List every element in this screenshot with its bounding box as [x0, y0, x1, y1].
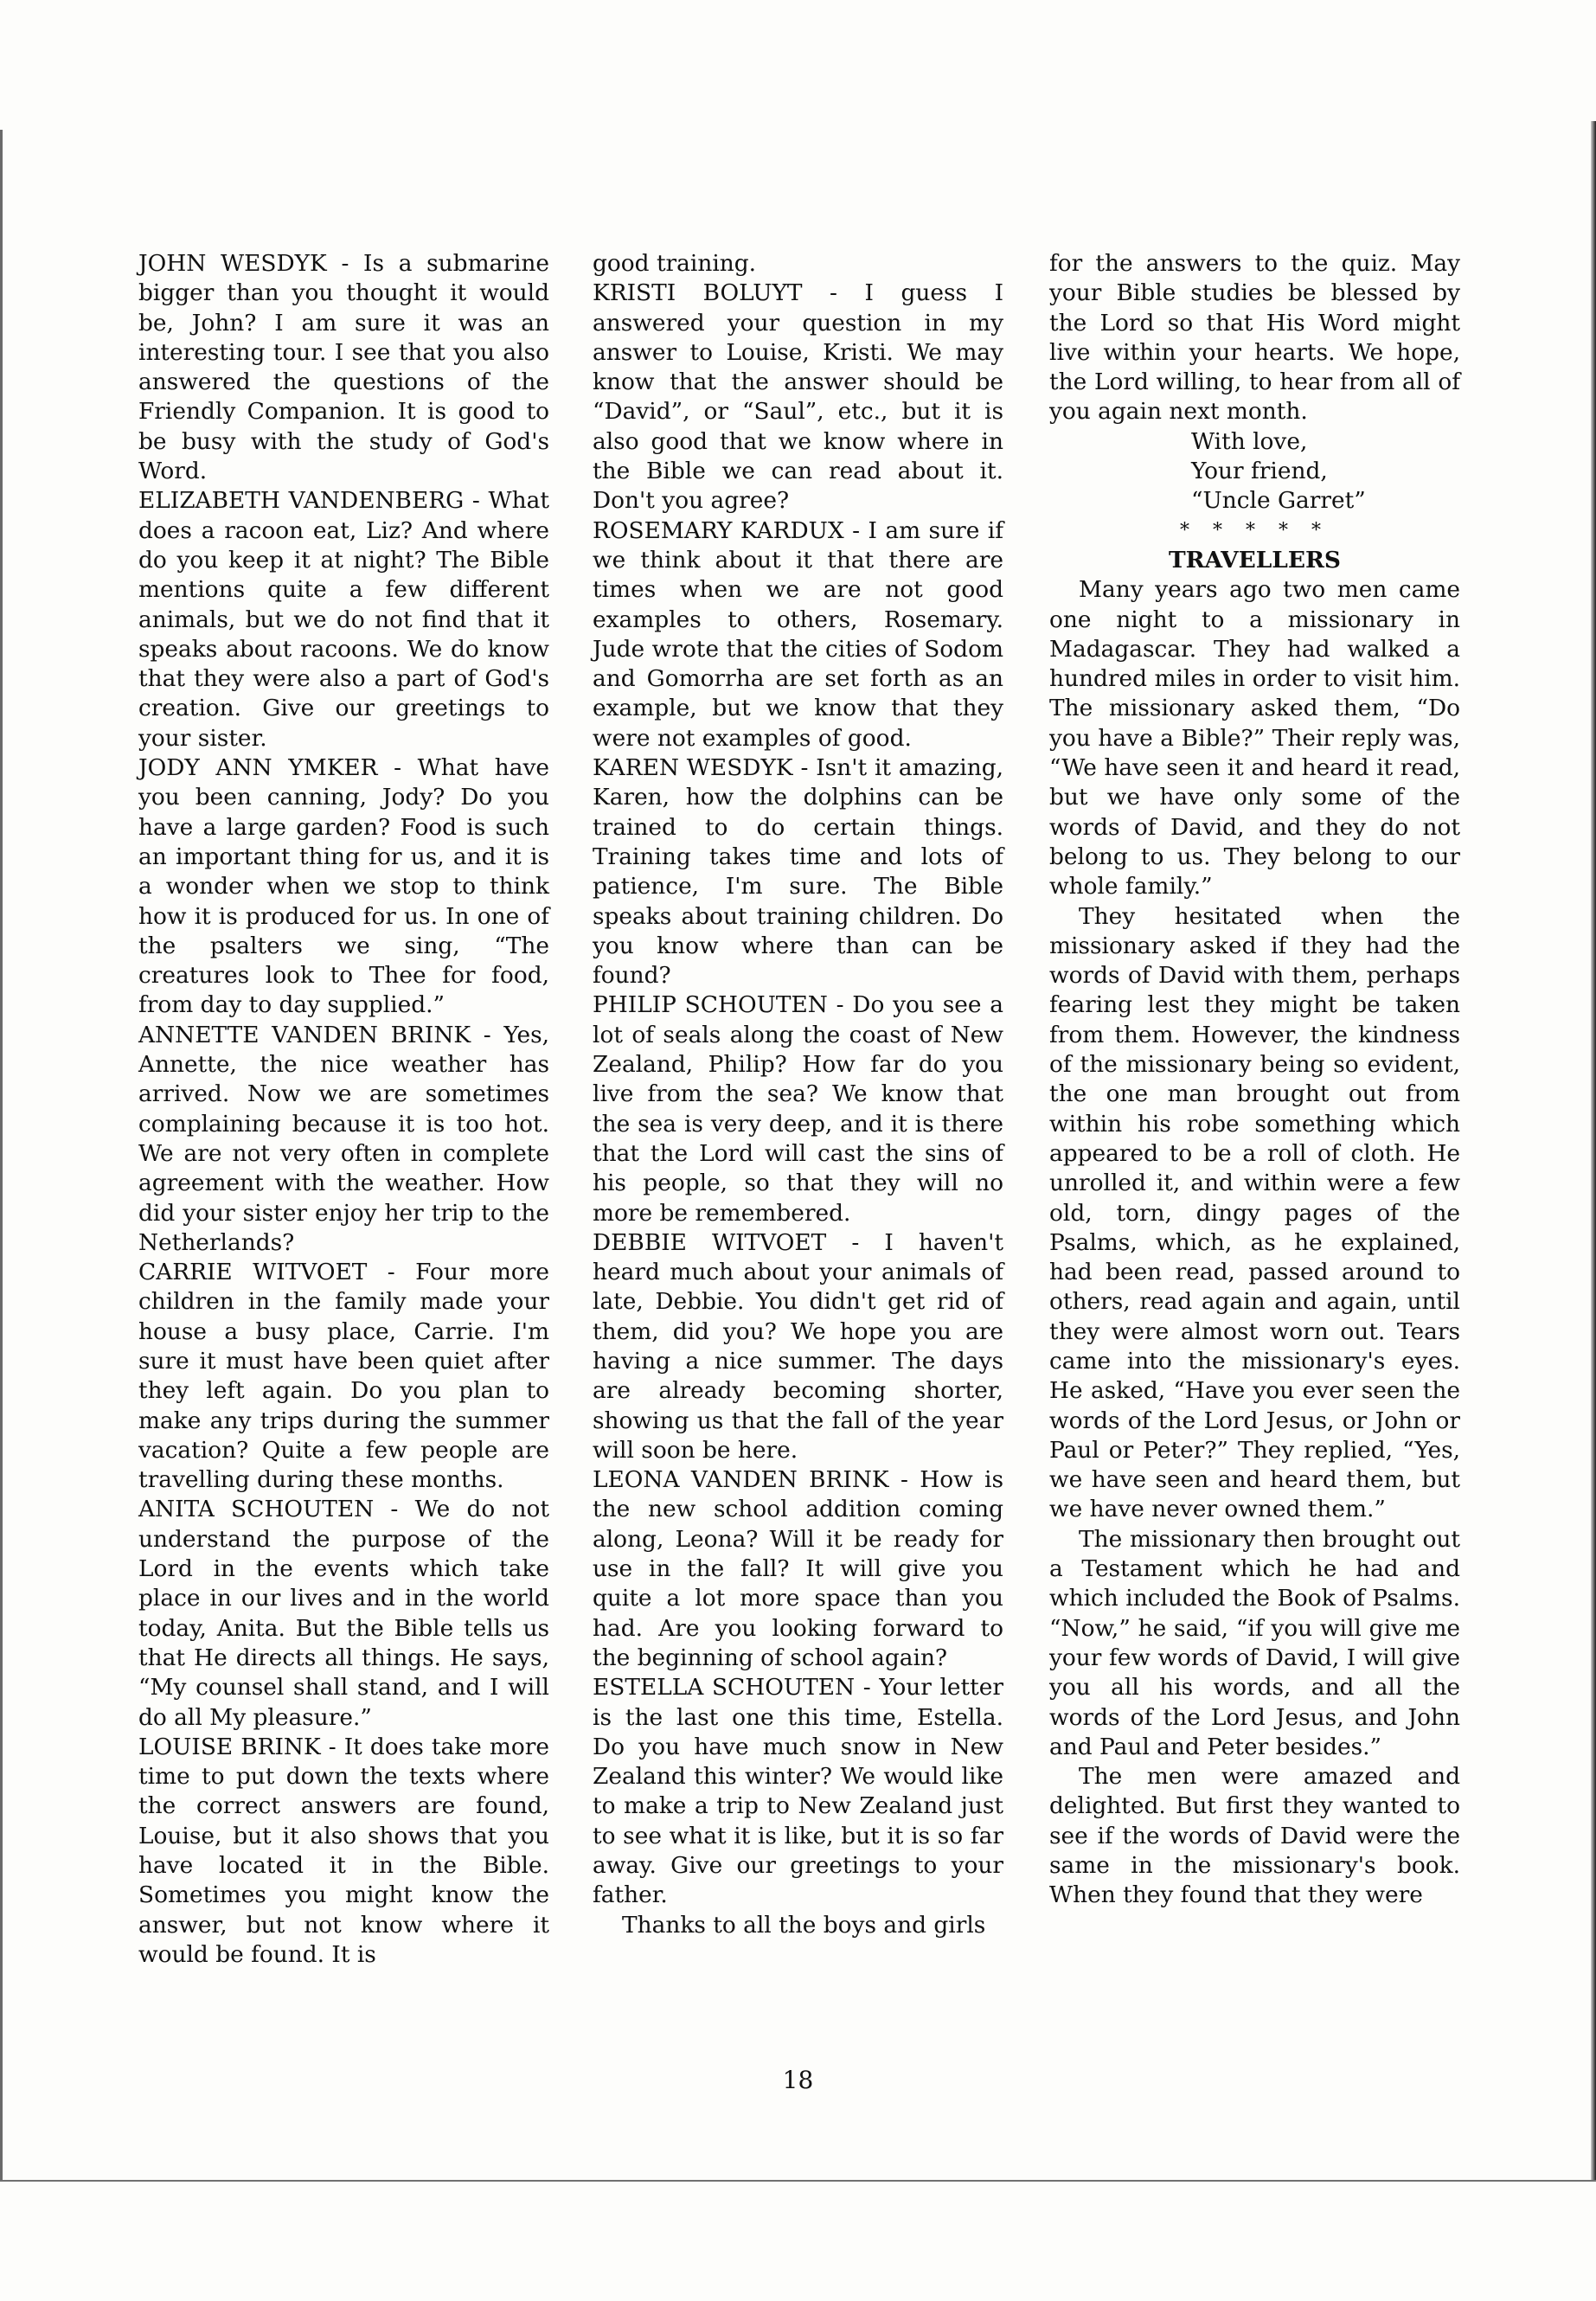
- signoff-with-love: With love,: [1191, 427, 1308, 455]
- letter-reply-leona-vanden-brink: LEONA VANDEN BRINK - How is the new school addition coming along, Leona? Will it be ready for use in the fall? It will give you quite a lot more space than you had. Are you looking forward to the beginning of school again?: [593, 1466, 1003, 1671]
- story-paragraph: The men were amazed and delighted. But first they wanted to see if the words of David were the same in the missionary's book. When they found that they were: [1049, 1763, 1460, 1909]
- letter-reply-john-wesdyk: JOHN WESDYK - Is a submarine bigger than you thought it would be, John? I am sure it was an interesting tour. I see that you also answered the questions of the Friendly Companion. It is good to be busy with the study of God's Word.: [138, 250, 549, 485]
- letter-reply-kristi-boluyt: KRISTI BOLUYT - I guess I answered your question in my answer to Louise, Kristi. We may know that the answer should be “David”, or “Saul”, etc., but it is also good that we know where in the Bible we can read about it. Don't you agree?: [593, 279, 1003, 515]
- letter-reply-anita-schouten: ANITA SCHOUTEN - We do not understand the purpose of the Lord in the events which take place in our lives and in the world today, Anita. But the Bible tells us that He directs all things. He says, “My counsel shall stand, and I will do all My pleasure.”: [138, 1496, 549, 1731]
- letter-reply-debbie-witvoet: DEBBIE WITVOET - I haven't heard much about your animals of late, Debbie. You didn't get rid of them, did you? We hope you are having a nice summer. The days are already becoming shorter, showing us that the fall of the year will soon be here.: [593, 1228, 1003, 1464]
- section-separator: * * * * *: [1180, 519, 1330, 542]
- letter-reply-louise-brink: LOUISE BRINK - It does take more time to put down the texts where the correct answers are found, Louise, but it also shows that you have located it in the Bible. Sometimes you might know the answer, but not know where it would be found. It is: [138, 1733, 549, 1968]
- letter-reply-philip-schouten: PHILIP SCHOUTEN - Do you see a lot of seals along the coast of New Zealand, Philip? How far do you live from the sea? We know that the sea is very deep, and it is there that the Lord will cast the sins of his people, so that they will no more be remembered.: [593, 991, 1003, 1227]
- column-middle: [593, 249, 1003, 1940]
- letter-reply-estella-schouten: ESTELLA SCHOUTEN - Your letter is the last one this time, Estella. Do you have much snow in New Zealand this winter? We would like to make a trip to New Zealand just to see what it is like, but it is so far away. Give our greetings to your father.: [593, 1674, 1003, 1909]
- story-paragraph: Many years ago two men came one night to a missionary in Madagascar. They had walked a hundred miles in order to visit him. The missionary asked them, “Do you have a Bible?” Their reply was, “We have seen it and heard it read, but we have only some of the words of David, and they do not belong to us. They belong to our whole family.”: [1049, 576, 1460, 901]
- story-paragraph: They hesitated when the missionary asked if they had the words of David with them, perhaps fearing lest they might be taken from them. However, the kindness of the missionary being so evident, the one man brought out from within his robe something which appeared to be a roll of cloth. He unrolled it, and within were a few old, torn, dingy pages of the Psalms, which, as he explained, had been read, passed around to others, read again and again, until they were almost worn out. Tears came into the missionary's eyes. He asked, “Have you ever seen the words of the Lord Jesus, or John or Paul or Peter?” They replied, “Yes, we have seen and heard them, but we have never owned them.”: [1049, 902, 1460, 1523]
- signoff-your-friend: Your friend,: [1191, 458, 1328, 485]
- letter-reply-jody-ann-ymker: JODY ANN YMKER - What have you been canning, Jody? Do you have a large garden? Food is such an important thing for us, and it is a wonder when we stop to think how it is produced for us. In one of the psalters we sing, “The creatures look to Thee for food, from day to day supplied.”: [138, 754, 549, 1019]
- scan-edge-bottom: [0, 2180, 1596, 2182]
- letter-reply-carrie-witvoet: CARRIE WITVOET - Four more children in the family made your house a busy place, Carrie. I'm sure it must have been quiet after they left again. Do you plan to make any trips during the summer vacation? Quite a few people are travelling during these months.: [138, 1259, 549, 1494]
- closing-paragraph: Thanks to all the boys and girls: [622, 1911, 986, 1939]
- story-paragraph: The missionary then brought out a Testament which he had and which included the Book of Psalms. “Now,” he said, “if you will give me your few words of David, I will give you all his words, and all the words of the Lord Jesus, and John and Paul and Peter besides.”: [1049, 1525, 1460, 1760]
- scan-edge-right: [1591, 121, 1596, 2180]
- continued-text: good training.: [593, 250, 757, 277]
- letter-reply-annette-vanden-brink: ANNETTE VANDEN BRINK - Yes, Annette, the nice weather has arrived. Now we are sometimes complaining because it is too hot. We are not very often in complete agreement with the weather. How did your sister enjoy her trip to the Netherlands?: [138, 1021, 549, 1256]
- scan-edge-left: [0, 130, 3, 2180]
- column-left: [138, 249, 549, 1970]
- column-right: [1049, 249, 1460, 1911]
- letter-reply-rosemary-kardux: ROSEMARY KARDUX - I am sure if we think about it that there are times when we are not good examples to others, Rosemary. Jude wrote that the cities of Sodom and Gomorrha are set forth as an example, but we know that they were not examples of good.: [593, 516, 1003, 752]
- page-number: 18: [782, 2066, 814, 2094]
- story-heading: TRAVELLERS: [1169, 546, 1341, 574]
- letter-reply-karen-wesdyk: KAREN WESDYK - Isn't it amazing, Karen, how the dolphins can be trained to do certain things. Training takes time and lots of patience, I'm sure. The Bible speaks about training children. Do you know where than can be found?: [593, 754, 1003, 990]
- letter-reply-elizabeth-vandenberg: ELIZABETH VANDENBERG - What does a racoon eat, Liz? And where do you keep it at night? The Bible mentions quite a few different animals, but we do not find that it speaks about racoons. We do know that they were also a part of God's creation. Give our greetings to your sister.: [138, 487, 549, 752]
- closing-continued: for the answers to the quiz. May your Bible studies be blessed by the Lord so that His Word might live within your hearts. We hope, the Lord willing, to hear from all of you again next month.: [1049, 250, 1460, 426]
- signoff-uncle-garret: “Uncle Garret”: [1191, 487, 1366, 515]
